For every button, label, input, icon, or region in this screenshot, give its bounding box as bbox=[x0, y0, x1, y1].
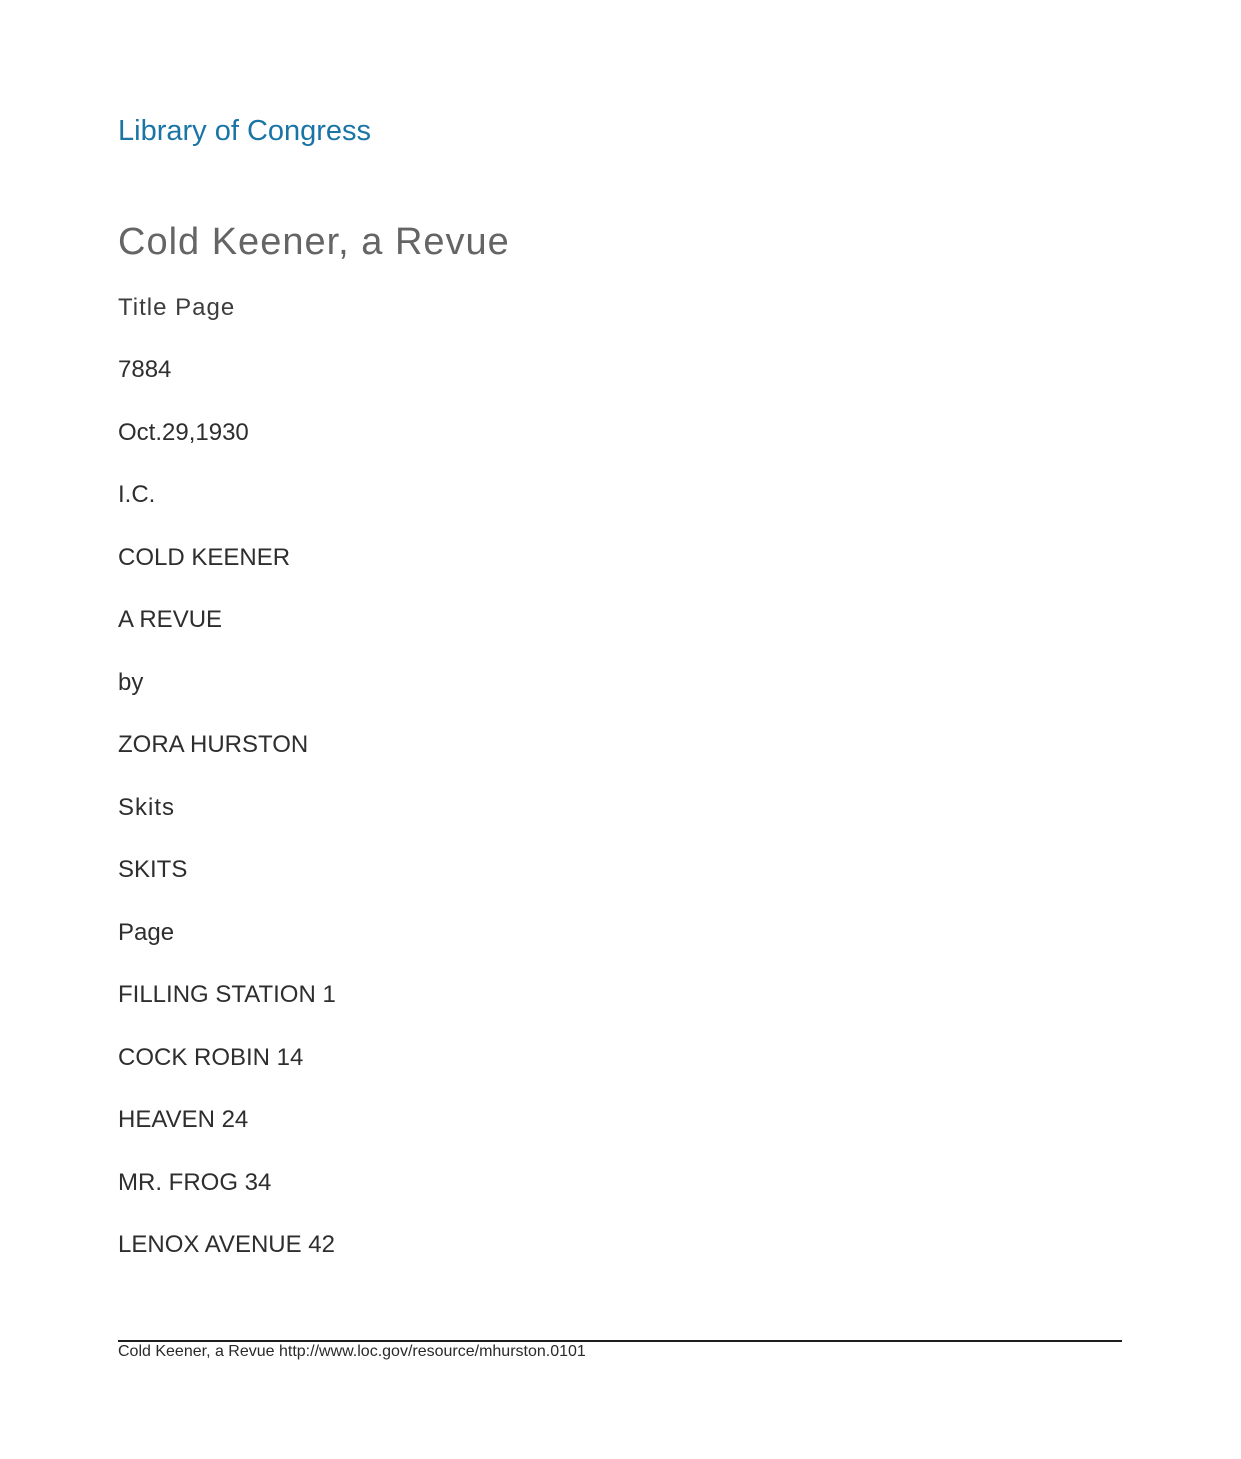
toc-entry: FILLING STATION 1 bbox=[118, 981, 336, 1008]
text-line-by: by bbox=[118, 668, 144, 696]
text-line-skits-heading: Skits bbox=[118, 793, 176, 821]
toc-entry: COCK ROBIN 14 bbox=[118, 1043, 304, 1071]
toc-entry: HEAVEN 24 bbox=[118, 1106, 249, 1133]
text-line-initials: I.C. bbox=[118, 481, 156, 508]
document-text-lines bbox=[118, 356, 336, 1294]
footer-citation: Cold Keener, a Revue http://www.loc.gov/resource/mhurston.0101 bbox=[118, 1343, 586, 1360]
text-line-skits: SKITS bbox=[118, 856, 188, 883]
text-line-page: Page bbox=[118, 918, 175, 946]
library-of-congress-link[interactable]: Library of Congress bbox=[118, 115, 372, 147]
text-line-author: ZORA HURSTON bbox=[118, 731, 309, 758]
text-line-catalog-number: 7884 bbox=[118, 356, 172, 383]
toc-entry: MR. FROG 34 bbox=[118, 1168, 272, 1196]
text-line-date: Oct.29,1930 bbox=[118, 418, 249, 446]
document-title: Cold Keener, a Revue bbox=[118, 221, 510, 263]
text-line-play-title: COLD KEENER bbox=[118, 543, 291, 571]
toc-entry: LENOX AVENUE 42 bbox=[118, 1231, 335, 1258]
text-line-subtitle: A REVUE bbox=[118, 606, 223, 633]
section-title: Title Page bbox=[118, 294, 236, 321]
